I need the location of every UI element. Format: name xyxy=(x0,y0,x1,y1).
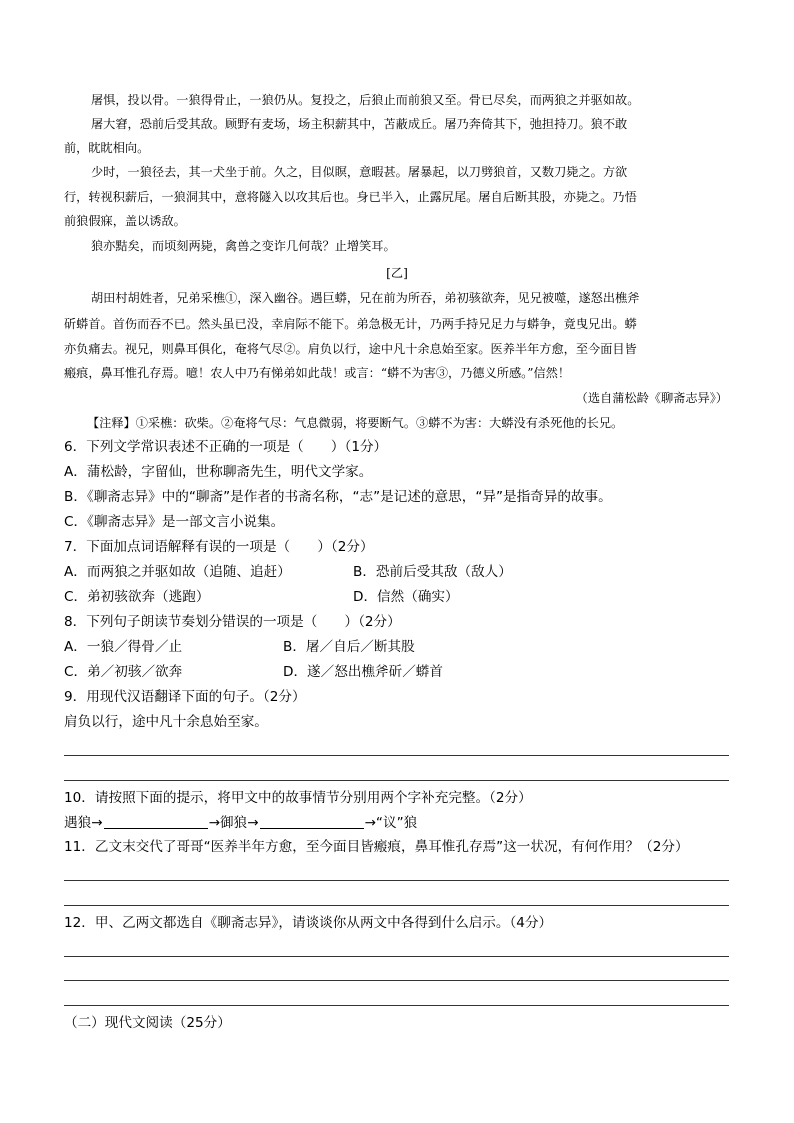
question-8: 8．下列句子朗读节奏划分错误的一项是（ ）（2分） xyxy=(64,614,401,630)
q11-answer-line-2[interactable] xyxy=(64,905,729,906)
section-heading-modern-reading: （二）现代文阅读（25分） xyxy=(64,1015,231,1031)
jia-line-5: 行，转视积薪后，一狼洞其中，意将隧入以攻其后也。身已半入，止露尻尾。屠自后断其股，亦毙之。乃悟 xyxy=(64,190,637,204)
q9-sentence: 肩负以行，途中凡十余息始至家。 xyxy=(64,714,268,730)
q10-part-2: →御狼→ xyxy=(208,815,259,831)
q10-part-1: 遇狼→ xyxy=(64,815,103,831)
yi-line-4: 瘢痕，鼻耳惟孔存焉。噫！农人中乃有悌弟如此哉！或言：“蟒不为害③，乃德义所感。”信然！ xyxy=(64,366,571,380)
jia-line-3: 前，眈眈相向。 xyxy=(64,141,150,155)
q7-option-b: B．恐前后受其敌（敌人） xyxy=(353,564,512,580)
question-12: 12．甲、乙两文都选自《聊斋志异》，请谈谈你从两文中各得到什么启示。（4分） xyxy=(64,915,553,931)
yi-line-2: 斫蟒首。首伤而吞不已。然头虽已没，幸肩际不能下。弟急极无计，乃两手持兄足力与蟒争，竟曳兄出。蟒 xyxy=(64,317,637,331)
q9-answer-line-2[interactable] xyxy=(64,780,729,781)
q11-answer-line-1[interactable] xyxy=(64,880,729,881)
question-7: 7．下面加点词语解释有误的一项是（ ）（2分） xyxy=(64,539,374,555)
q9-answer-line-1[interactable] xyxy=(64,755,729,756)
q12-answer-line-3[interactable] xyxy=(64,1005,729,1006)
q10-blank-1[interactable] xyxy=(104,816,208,829)
jia-line-6: 前狼假寐，盖以诱敌。 xyxy=(64,214,186,228)
question-10: 10．请按照下面的提示，将甲文中的故事情节分别用两个字补充完整。（2分） xyxy=(64,790,532,806)
yi-line-3: 亦负痛去。视兄，则鼻耳俱化，奄将气尽②。肩负以行，途中凡十余息始至家。医养半年方愈，至今面目皆 xyxy=(64,342,637,356)
yi-line-1: 胡田村胡姓者，兄弟采樵①，深入幽谷。遇巨蟒，兄在前为所吞，弟初骇欲奔，见兄被噬，遂怒出樵斧 xyxy=(91,291,640,305)
jia-line-2: 屠大窘，恐前后受其敌。顾野有麦场，场主积薪其中，苫蔽成丘。屠乃奔倚其下，弛担持刀。狼不敢 xyxy=(91,117,628,131)
q12-answer-line-2[interactable] xyxy=(64,980,729,981)
q8-option-d: D．遂／怒出樵斧斫／蟒首 xyxy=(283,664,443,680)
q6-option-c: C．《聊斋志异》是一部文言小说集。 xyxy=(64,514,285,530)
q8-option-a: A．一狼／得骨／止 xyxy=(64,639,183,655)
question-6: 6．下列文学常识表述不正确的一项是（ ）（1分） xyxy=(64,439,388,455)
q10-plot-prompt xyxy=(64,816,417,831)
question-11: 11．乙文末交代了哥哥“医养半年方愈，至今面目皆瘢痕，鼻耳惟孔存焉”这一状况，有何作用？（2分） xyxy=(64,839,689,855)
q7-option-c: C．弟初骇欲奔（逃跑） xyxy=(64,589,210,605)
question-9: 9．用现代汉语翻译下面的句子。（2分） xyxy=(64,689,306,705)
yi-heading: [乙] xyxy=(386,266,408,280)
q6-option-b: B．《聊斋志异》中的“聊斋”是作者的书斋名称，“志”是记述的意思，“异”是指奇异的故事。 xyxy=(64,489,612,505)
q8-option-b: B．屠／自后／断其股 xyxy=(283,639,415,655)
yi-notes: 【注释】①采樵：砍柴。②奄将气尽：气息微弱，将要断气。③蟒不为害：大蟒没有杀死他的长兄。 xyxy=(87,416,624,430)
q7-option-a: A．而两狼之并驱如故（追随、追赶） xyxy=(64,564,291,580)
q8-option-c: C．弟／初骇／欲奔 xyxy=(64,664,183,680)
q10-blank-2[interactable] xyxy=(260,816,364,829)
q7-option-d: D．信然（确实） xyxy=(353,589,459,605)
q10-part-3: →“议”狼 xyxy=(364,815,418,831)
yi-source: （选自蒲松龄《聊斋志异》） xyxy=(575,391,728,405)
jia-line-7: 狼亦黠矣，而顷刻两毙，禽兽之变诈几何哉？止增笑耳。 xyxy=(91,239,396,253)
jia-line-1: 屠惧，投以骨。一狼得骨止，一狼仍从。复投之，后狼止而前狼又至。骨已尽矣，而两狼之并驱如故。 xyxy=(91,93,640,107)
jia-line-4: 少时，一狼径去，其一犬坐于前。久之，目似瞑，意暇甚。屠暴起，以刀劈狼首，又数刀毙之。方欲 xyxy=(91,165,628,179)
q6-option-a: A．蒲松龄，字留仙，世称聊斋先生，明代文学家。 xyxy=(64,464,373,480)
q12-answer-line-1[interactable] xyxy=(64,956,729,957)
